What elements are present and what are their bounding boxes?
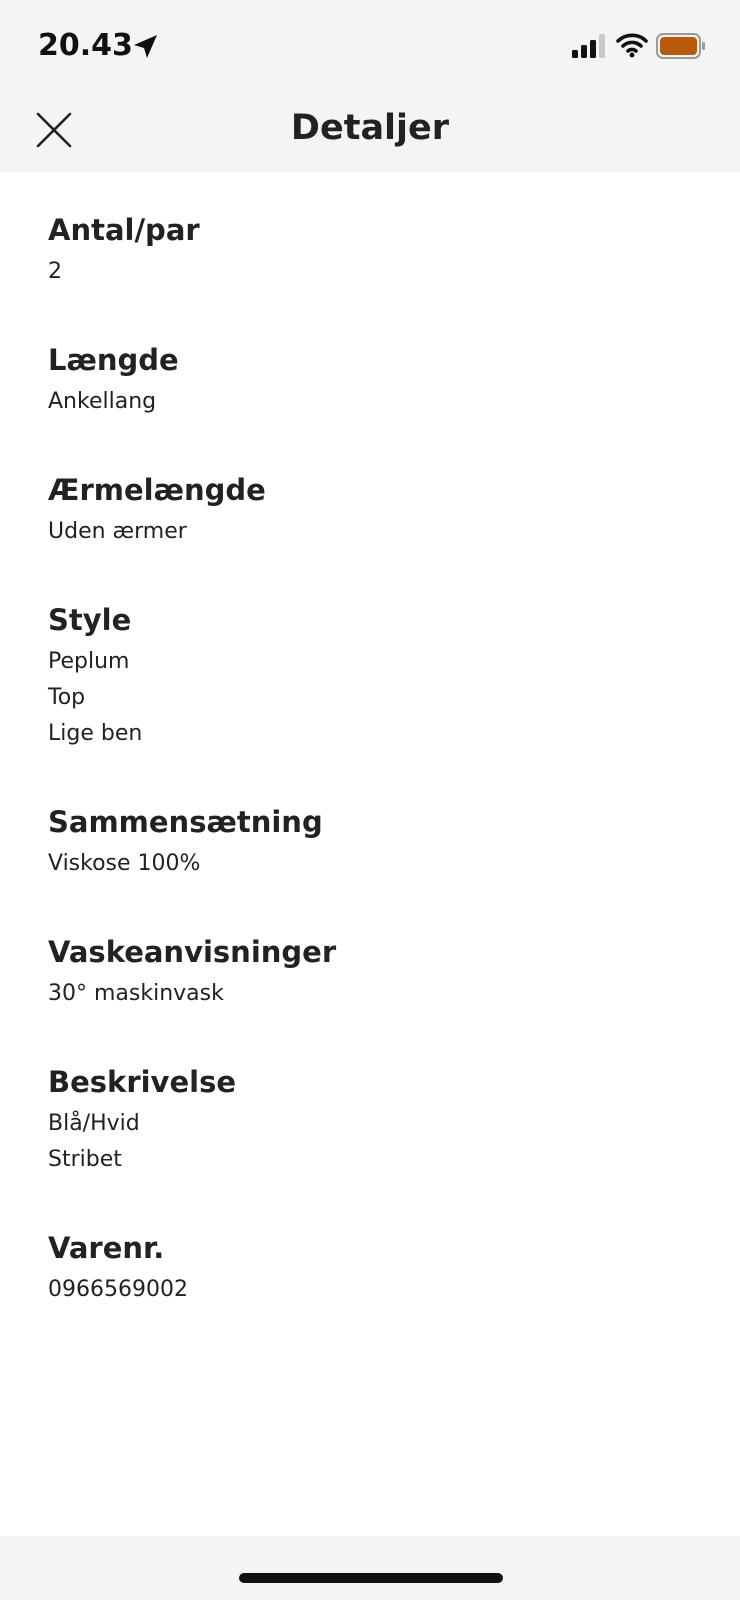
location-arrow-icon — [130, 32, 160, 62]
wifi-icon — [616, 32, 648, 58]
detail-section-beskrivelse — [48, 1062, 698, 1178]
detail-value: 30° maskinvask — [48, 981, 224, 1006]
detail-value: Viskose 100% — [48, 851, 201, 876]
page-title: Detaljer — [290, 108, 450, 148]
detail-value: Top — [48, 685, 86, 710]
detail-title: Vaskeanvisninger — [48, 935, 337, 969]
home-indicator-area — [0, 1536, 740, 1600]
detail-value: Blå/Hvid — [48, 1111, 140, 1136]
detail-value: Stribet — [48, 1147, 122, 1172]
detail-value: Lige ben — [48, 721, 143, 746]
detail-title: Sammensætning — [48, 805, 323, 839]
details-list — [48, 210, 698, 1358]
detail-title: Antal/par — [48, 213, 200, 247]
detail-section-aermelaengde — [48, 470, 698, 550]
detail-section-style — [48, 600, 698, 752]
detail-value: Ankellang — [48, 389, 157, 414]
detail-section-antal-par — [48, 210, 698, 290]
detail-section-vaskeanvisninger — [48, 932, 698, 1012]
detail-title: Style — [48, 603, 132, 637]
detail-value: 2 — [48, 259, 62, 284]
detail-title: Ærmelængde — [48, 473, 266, 507]
detail-title: Længde — [48, 343, 179, 377]
detail-section-laengde — [48, 340, 698, 420]
status-bar — [0, 0, 740, 92]
detail-title: Varenr. — [48, 1231, 165, 1265]
detail-section-sammensaetning — [48, 802, 698, 882]
detail-value: 0966569002 — [48, 1277, 188, 1302]
detail-title: Beskrivelse — [48, 1065, 237, 1099]
detail-value: Peplum — [48, 649, 130, 674]
cellular-signal-icon — [572, 34, 606, 58]
header — [0, 92, 740, 172]
home-indicator[interactable] — [239, 1573, 503, 1583]
detail-section-varenr — [48, 1228, 698, 1308]
status-time: 20.43 — [38, 28, 133, 63]
battery-icon — [656, 33, 706, 59]
detail-value: Uden ærmer — [48, 519, 187, 544]
